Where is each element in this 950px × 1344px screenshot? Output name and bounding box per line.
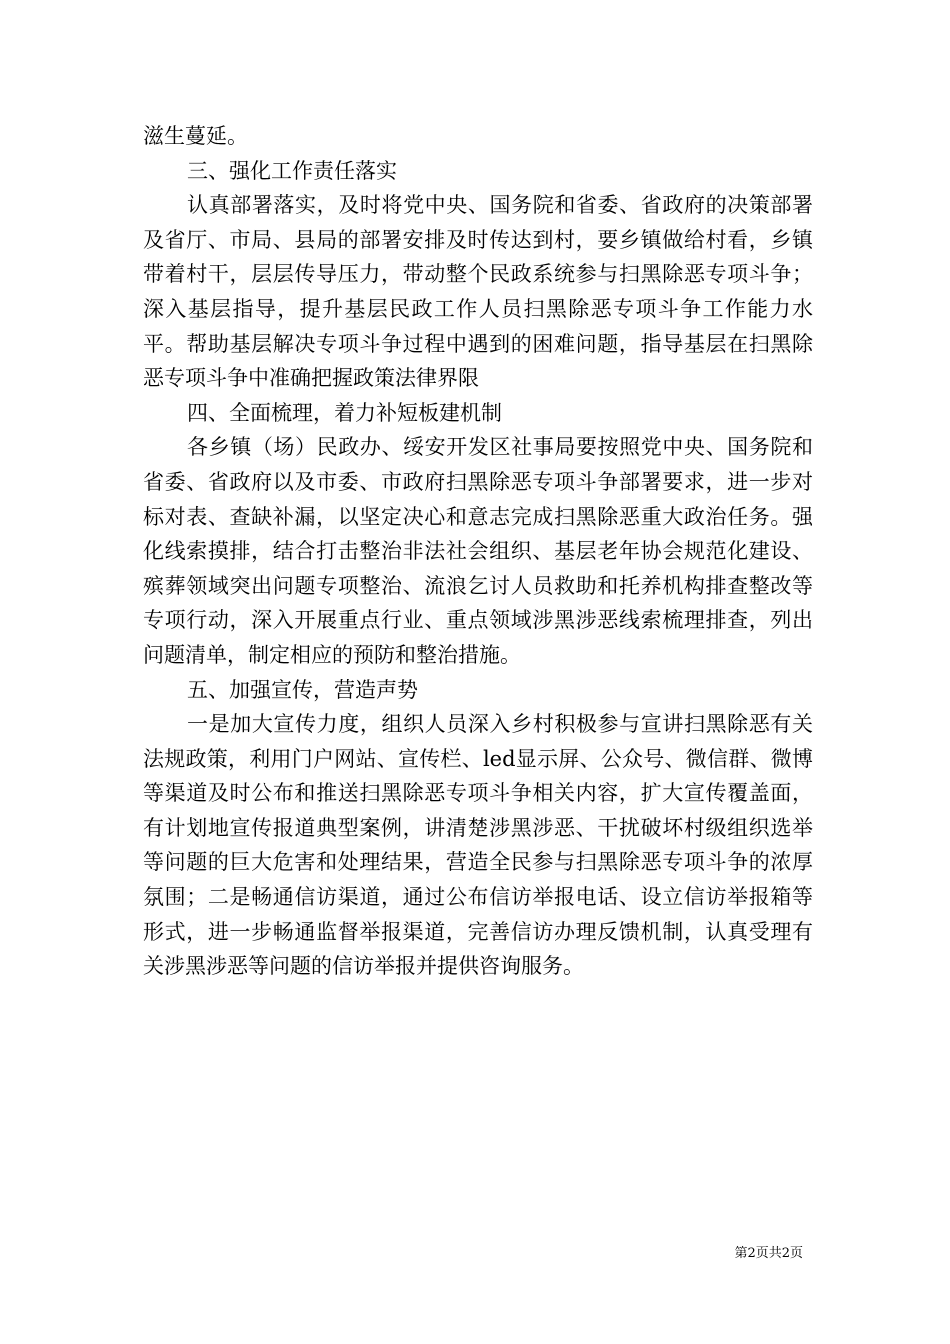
paragraph-section-3: 认真部署落实，及时将党中央、国务院和省委、省政府的决策部署及省厅、市局、县局的部署安排及时传达到村，要乡镇做给村看，乡镇带着村干，层层传导压力，带动整个民政系统参与扫黑除恶专项斗争；深入基层指导，提升基层民政工作人员扫黑除恶专项斗争工作能力水平。帮助基层解决专项斗争过程中遇到的困难问题，指导基层在扫黑除恶专项斗争中准确把握政策法律界限 <box>143 193 813 391</box>
document-body <box>143 119 813 984</box>
page-number-footer: 第2页共2页 <box>734 1246 803 1261</box>
section-heading-4: 四、全面梳理，着力补短板建机制 <box>187 400 502 425</box>
paragraph-section-5: 一是加大宣传力度，组织人员深入乡村积极参与宣讲扫黑除恶有关法规政策，利用门户网站、宣传栏、led显示屏、公众号、微信群、微博等渠道及时公布和推送扫黑除恶专项斗争相关内容，扩大宣传覆盖面，有计划地宣传报道典型案例，讲清楚涉黑涉恶、干扰破坏村级组织选举等问题的巨大危害和处理结果，营造全民参与扫黑除恶专项斗争的浓厚氛围；二是畅通信访渠道，通过公布信访举报电话、设立信访举报箱等形式，进一步畅通监督举报渠道，完善信访办理反馈机制，认真受理有关涉黑涉恶等问题的信访举报并提供咨询服务。 <box>143 712 813 979</box>
section-heading-5: 五、加强宣传，营造声势 <box>187 677 418 702</box>
paragraph-section-4: 各乡镇（场）民政办、绥安开发区社事局要按照党中央、国务院和省委、省政府以及市委、市政府扫黑除恶专项斗争部署要求，进一步对标对表、查缺补漏，以坚定决心和意志完成扫黑除恶重大政治任务。强化线索摸排，结合打击整治非法社会组织、基层老年协会规范化建设、殡葬领域突出问题专项整治、流浪乞讨人员救助和托养机构排查整改等专项行动，深入开展重点行业、重点领域涉黑涉恶线索梳理排查，列出问题清单，制定相应的预防和整治措施。 <box>143 435 813 667</box>
paragraph-continuation: 滋生蔓延。 <box>143 124 248 148</box>
section-heading-3: 三、强化工作责任落实 <box>187 158 397 183</box>
